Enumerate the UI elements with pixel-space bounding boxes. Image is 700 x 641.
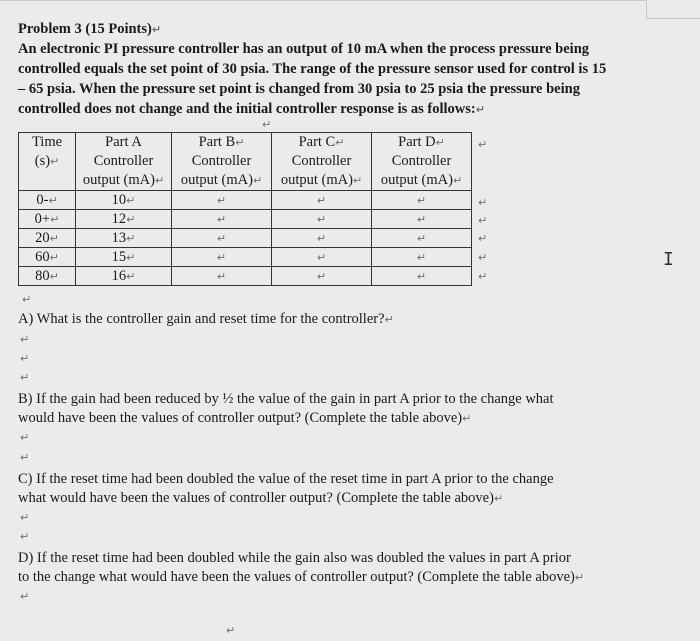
- text-cursor-icon: I: [663, 249, 674, 270]
- page-frame-top: [0, 0, 646, 1]
- row-end-mark: ↵: [478, 232, 488, 245]
- paragraph-mark: ↵: [226, 624, 236, 637]
- header-part-a: Part A Controller output (mA)↵: [76, 133, 172, 191]
- intro-line-1: An electronic PI pressure controller has an output of 10 mA when the process pressure being: [18, 41, 590, 57]
- cell-time: 80↵: [19, 267, 76, 286]
- paragraph-mark: ↵: [20, 333, 30, 346]
- cell-part-c[interactable]: ↵: [272, 229, 372, 248]
- cell-part-d[interactable]: ↵: [372, 229, 472, 248]
- question-b-line-2: would have been the values of controller output? (Complete the table above)↵: [18, 410, 472, 426]
- cell-part-b[interactable]: ↵: [172, 191, 272, 210]
- row-end-mark: ↵: [478, 270, 488, 283]
- paragraph-mark: ↵: [22, 293, 32, 306]
- header-part-b: Part B↵ Controller output (mA)↵: [172, 133, 272, 191]
- row-end-mark: ↵: [478, 214, 488, 227]
- problem-heading: Problem 3 (15 Points)↵: [18, 21, 162, 37]
- cell-time: 20↵: [19, 229, 76, 248]
- row-end-mark: ↵: [478, 251, 488, 264]
- cell-part-d[interactable]: ↵: [372, 191, 472, 210]
- header-part-c: Part C↵ Controller output (mA)↵: [272, 133, 372, 191]
- cell-part-c[interactable]: ↵: [272, 267, 372, 286]
- question-b-line-1: B) If the gain had been reduced by ½ the value of the gain in part A prior to the change what: [18, 391, 554, 407]
- cell-part-d[interactable]: ↵: [372, 248, 472, 267]
- question-c-line-2: what would have been the values of controller output? (Complete the table above)↵: [18, 490, 504, 506]
- table-header-row: [19, 133, 472, 191]
- cell-part-c[interactable]: ↵: [272, 191, 372, 210]
- question-c-line-1: C) If the reset time had been doubled the value of the reset time in part A prior to the change: [18, 471, 554, 487]
- question-d-line-1: D) If the reset time had been doubled while the gain also was doubled the values in part A prior: [18, 550, 571, 566]
- cell-part-a: 15↵: [76, 248, 172, 267]
- paragraph-mark: ↵: [20, 371, 30, 384]
- cell-part-a: 12↵: [76, 210, 172, 229]
- row-end-mark: ↵: [478, 196, 488, 209]
- table-row: [19, 248, 472, 267]
- paragraph-mark: ↵: [20, 511, 30, 524]
- cell-part-d[interactable]: ↵: [372, 267, 472, 286]
- cell-part-c[interactable]: ↵: [272, 210, 372, 229]
- paragraph-mark: ↵: [20, 451, 30, 464]
- table-row: [19, 267, 472, 286]
- controller-output-table: [18, 132, 472, 286]
- cell-part-b[interactable]: ↵: [172, 229, 272, 248]
- intro-line-4: controlled does not change and the initial controller response is as follows:↵: [18, 101, 485, 117]
- cell-part-a: 13↵: [76, 229, 172, 248]
- cell-part-c[interactable]: ↵: [272, 248, 372, 267]
- page-frame-corner: [646, 0, 647, 18]
- table-row: [19, 191, 472, 210]
- paragraph-mark: ↵: [20, 352, 30, 365]
- cell-part-a: 16↵: [76, 267, 172, 286]
- table-row: [19, 210, 472, 229]
- cell-part-b[interactable]: ↵: [172, 248, 272, 267]
- table-row: [19, 229, 472, 248]
- paragraph-mark: ↵: [20, 431, 30, 444]
- cell-time: 0-↵: [19, 191, 76, 210]
- paragraph-mark: ↵: [262, 118, 272, 131]
- cell-time: 60↵: [19, 248, 76, 267]
- intro-line-2: controlled equals the set point of 30 psia. The range of the pressure sensor used for control is 15: [18, 61, 607, 77]
- header-part-d: Part D↵ Controller output (mA)↵: [372, 133, 472, 191]
- header-time: Time (s)↵: [19, 133, 76, 191]
- cell-part-b[interactable]: ↵: [172, 267, 272, 286]
- paragraph-mark: ↵: [20, 590, 30, 603]
- cell-part-a: 10↵: [76, 191, 172, 210]
- page-frame-corner-h: [646, 18, 700, 19]
- cell-part-d[interactable]: ↵: [372, 210, 472, 229]
- paragraph-mark: ↵: [20, 530, 30, 543]
- cell-part-b[interactable]: ↵: [172, 210, 272, 229]
- cell-time: 0+↵: [19, 210, 76, 229]
- question-a: A) What is the controller gain and reset time for the controller?↵: [18, 311, 394, 327]
- question-d-line-2: to the change what would have been the values of controller output? (Complete the table above)↵: [18, 569, 585, 585]
- row-end-mark: ↵: [478, 138, 488, 151]
- intro-line-3: – 65 psia. When the pressure set point is changed from 30 psia to 25 psia the pressure being: [18, 81, 580, 97]
